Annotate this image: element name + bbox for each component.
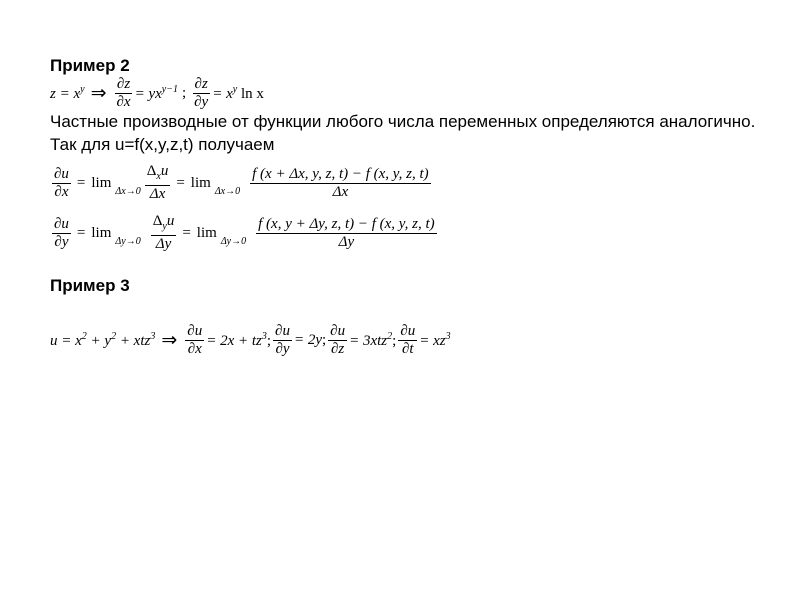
result-x: = $2x + tz^3$; (206, 330, 272, 349)
limit-operator: lim Δy→0 (196, 224, 247, 247)
implies-icon: ⇒ (161, 329, 178, 351)
implies-icon: ⇒ (90, 82, 107, 104)
difference-quotient-x: $\frac{f (x + \Delta x, y, z, t) - f (x, y, z, t)}{\Delta x}$ (252, 165, 429, 200)
limit-operator: lim Δx→0 (91, 174, 141, 197)
partial-u-x: $\frac{\partial u}{\partial x}$ (54, 165, 69, 200)
example-3-heading: Пример 3 (50, 276, 130, 295)
function-definition: $u = x^2 + y^2 + xtz^3$ (50, 330, 156, 349)
partial-u-t: $\frac{\partial u}{\partial t}$ (400, 322, 416, 357)
partial-u-y: $\frac{\partial u}{\partial y}$ (275, 322, 290, 357)
example-2-heading: Пример 2 (50, 56, 130, 75)
example-3-formula (50, 320, 451, 360)
difference-quotient-y: $\frac{f (x, y + \Delta y, z, t) - f (x, y, z, t)}{\Delta y}$ (258, 215, 435, 250)
separator: ; (181, 84, 187, 101)
result-z: = 3xtz$^2$; (349, 330, 397, 349)
body-paragraph: Частные производные от функции любого числа переменных определяются аналогично. Так для u=f(x,y,z,t) получаем (50, 112, 756, 154)
partial-u-z: $\frac{\partial u}{\partial z}$ (330, 322, 346, 357)
partial-u-x: $\frac{\partial u}{\partial x}$ (187, 322, 203, 357)
formula-lhs: $z = x^y$ (50, 83, 85, 102)
limit-operator: lim Δy→0 (91, 224, 141, 247)
result-y: = 2y; (293, 331, 327, 348)
limit-formula-y: $\frac{\partial u}{\partial y}$ = lim Δy→0 $\frac{\Delta_yu}{\Delta y}$ = lim Δy→0 $\frac{f (x, y + \Delta y, z, t) - f (x, y, z, t)}{\Delta y}$ (54, 213, 435, 252)
limit-formula-x: $\frac{\partial u}{\partial x}$ = lim Δx→0 $\frac{\Delta_xu}{\Delta x}$ = lim Δx→0 $\frac{f (x + \Delta x, y, z, t) - f (x, y, z, t)}{\Delta x}$ (54, 163, 429, 202)
partial-z-x: $\frac{\partial z}{\partial x}$ (116, 75, 131, 110)
result-t: = $xz^3$ (419, 330, 451, 349)
increment-ratio-y: $\frac{\Delta_yu}{\Delta y}$ (152, 213, 175, 252)
example-2-formula (50, 76, 264, 110)
partial-z-y: $\frac{\partial z}{\partial y}$ (194, 75, 209, 110)
derivative-y-result: = $x^y$ ln x (212, 83, 264, 102)
limit-operator: lim Δx→0 (190, 174, 241, 197)
derivative-x-result: = $yx^{y-1}$ (134, 83, 178, 102)
increment-ratio-x: $\frac{\Delta_xu}{\Delta x}$ (146, 163, 169, 202)
partial-u-y: $\frac{\partial u}{\partial y}$ (54, 215, 69, 250)
